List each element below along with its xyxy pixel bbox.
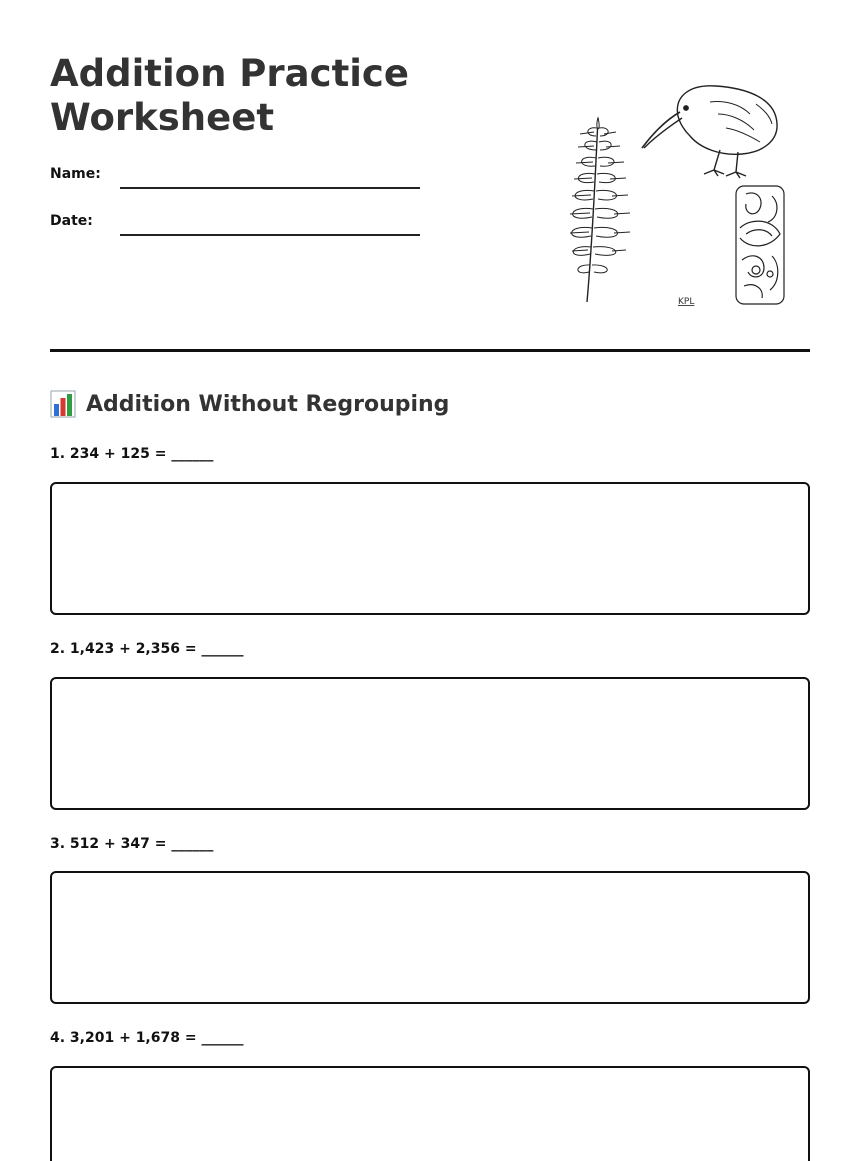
header-divider <box>50 349 810 352</box>
name-field <box>50 164 420 188</box>
bar-chart-icon <box>50 390 76 418</box>
date-label: Date: <box>50 213 93 229</box>
nz-illustration <box>550 78 800 310</box>
problem-label: 4. 3,201 + 1,678 = ______ <box>50 1030 244 1046</box>
answer-box[interactable] <box>50 677 810 810</box>
problem-label: 3. 512 + 347 = ______ <box>50 836 214 852</box>
worksheet-title: Addition Practice Worksheet <box>50 52 409 139</box>
answer-box[interactable] <box>50 482 810 615</box>
art-credit: KPL <box>678 297 695 307</box>
answer-box[interactable] <box>50 871 810 1004</box>
answer-box[interactable] <box>50 1066 810 1161</box>
section-title <box>50 388 449 420</box>
section-title-text: Addition Without Regrouping <box>86 391 450 417</box>
kiwi-illustration <box>642 86 777 178</box>
name-line[interactable] <box>120 187 420 189</box>
carving-illustration <box>736 186 784 304</box>
date-field <box>50 211 420 235</box>
problem-label: 2. 1,423 + 2,356 = ______ <box>50 641 244 657</box>
name-label: Name: <box>50 166 101 182</box>
problem-label: 1. 234 + 125 = ______ <box>50 446 214 462</box>
fern-illustration <box>570 118 630 302</box>
date-line[interactable] <box>120 234 420 236</box>
